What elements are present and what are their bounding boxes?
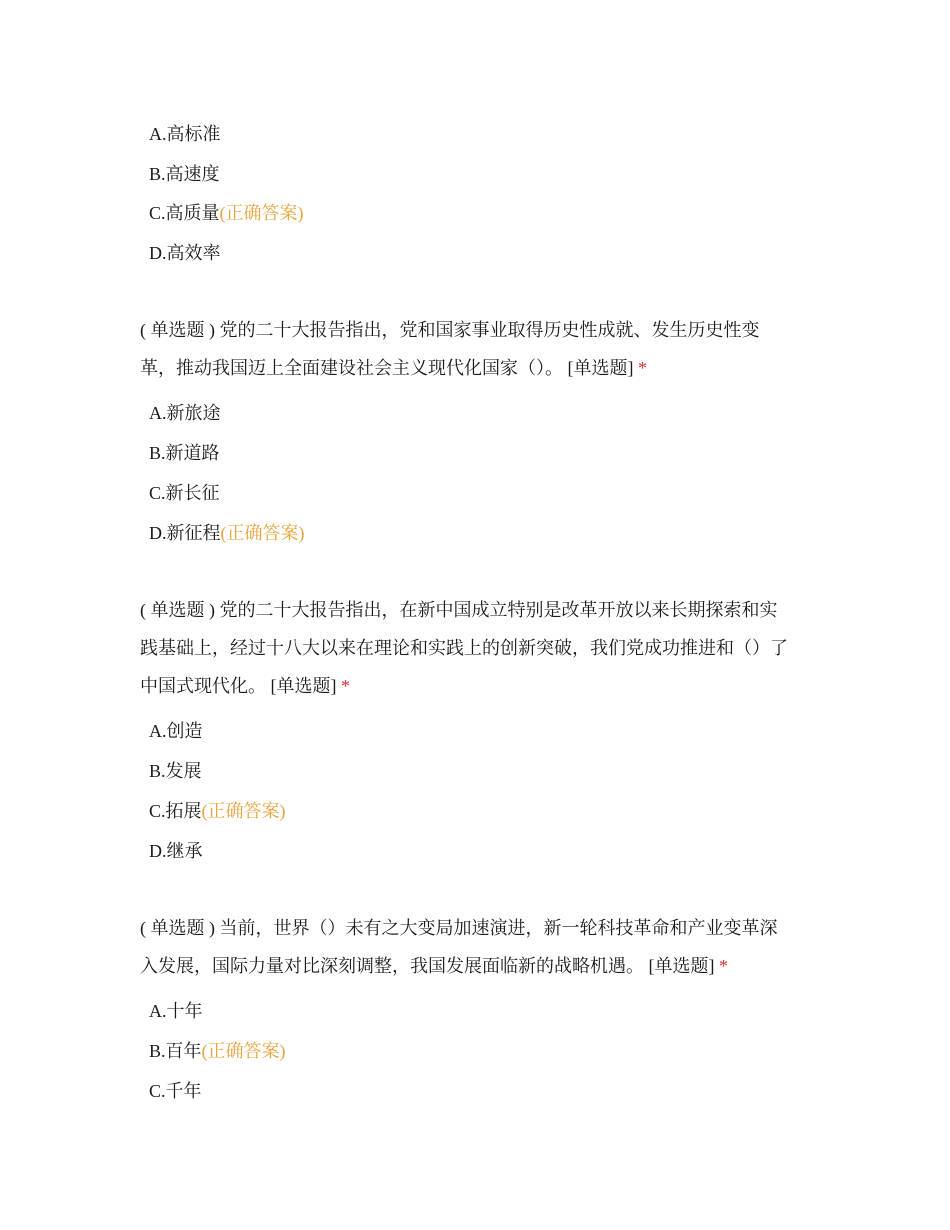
option-q3-b: B.发展 <box>149 761 202 781</box>
option-q1-a: A.高标准 <box>149 124 221 144</box>
question-2-text <box>140 311 820 387</box>
question-3-text <box>140 591 820 705</box>
question-line: 入发展，国际力量对比深刻调整，我国发展面临新的战略机遇。 [单选题] * <box>140 956 728 976</box>
option-q4-c: C.千年 <box>149 1081 202 1101</box>
question-line: 革，推动我国迈上全面建设社会主义现代化国家（）。 [单选题] * <box>140 358 647 378</box>
correct-answer-marker: (正确答案) <box>220 523 305 543</box>
option-q4-a: A.十年 <box>149 1001 203 1021</box>
question-line: 中国式现代化。 [单选题] * <box>140 676 350 696</box>
option-q2-a: A.新旅途 <box>149 403 221 423</box>
question-4-text <box>140 909 820 985</box>
required-marker: * <box>341 676 350 696</box>
question-line: 践基础上，经过十八大以来在理论和实践上的创新突破，我们党成功推进和（）了 <box>140 638 788 658</box>
required-marker: * <box>638 358 647 378</box>
question-type-tag: [单选题] <box>648 956 715 976</box>
option-q3-a: A.创造 <box>149 721 203 741</box>
option-q2-c: C.新长征 <box>149 483 220 503</box>
correct-answer-marker: (正确答案) <box>219 203 304 223</box>
correct-answer-marker: (正确答案) <box>201 801 286 821</box>
option-q3-c: C.拓展(正确答案) <box>149 801 286 821</box>
option-q1-c: C.高质量(正确答案) <box>149 203 304 223</box>
question-type-tag: [单选题] <box>567 358 634 378</box>
option-q1-d: D.高效率 <box>149 243 221 263</box>
question-type-tag: [单选题] <box>270 676 337 696</box>
question-line: ( 单选题 ) 当前，世界（）未有之大变局加速演进，新一轮科技革命和产业变革深 <box>140 918 778 938</box>
option-q4-b: B.百年(正确答案) <box>149 1041 286 1061</box>
option-q3-d: D.继承 <box>149 841 203 861</box>
required-marker: * <box>719 956 728 976</box>
option-q2-d: D.新征程(正确答案) <box>149 523 305 543</box>
option-q1-b: B.高速度 <box>149 164 220 184</box>
option-q2-b: B.新道路 <box>149 443 220 463</box>
question-line: ( 单选题 ) 党的二十大报告指出，党和国家事业取得历史性成就、发生历史性变 <box>140 320 760 340</box>
correct-answer-marker: (正确答案) <box>201 1041 286 1061</box>
question-line: ( 单选题 ) 党的二十大报告指出，在新中国成立特别是改革开放以来长期探索和实 <box>140 600 778 620</box>
